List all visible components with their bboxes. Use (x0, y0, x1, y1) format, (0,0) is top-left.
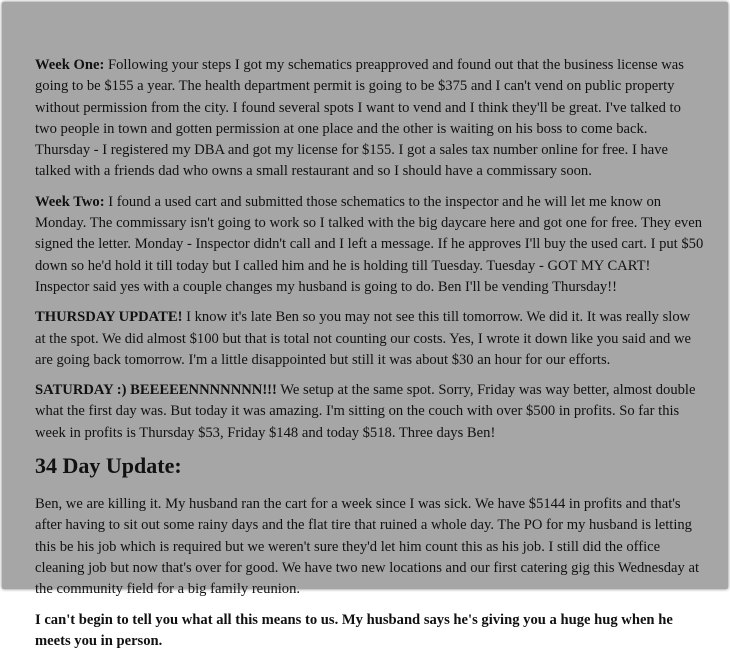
thursday-update-text: I know it's late Ben so you may not see this till tomorrow. We did it. It was really slow at the spot. We did almost $100 but that is total not counting our costs. Yes, I wrote it down like you said and we are going back tomorrow. I'm a little disappointed but still it was about $30 an hour for our efforts. (35, 309, 692, 368)
week-one-label: Week One: (35, 57, 105, 73)
week-one-paragraph (35, 55, 704, 183)
week-one-text: Following your steps I got my schematics preapproved and found out that the business license was going to be $155 a year. The health department permit is going to be $375 and I can't vend on public property without permission from the city. I found several spots I want to vend and I think they'll be great. I've talked to two people in town and gotten permission at one place and the other is waiting on his boss to come back. Thursday - I registered my DBA and got my license for $155. I got a sales tax number online for free. I have talked with a friends dad who owns a small restaurant and so I should have a commissary soon. (35, 57, 684, 180)
saturday-update-text: We setup at the same spot. Sorry, Friday was way better, almost double what the first day was. But today it was amazing. I'm sitting on the couch with over $500 in profits. So far this week in profits is Thursday $53, Friday $148 and today $518. Three days Ben! (35, 382, 696, 441)
week-two-label: Week Two: (35, 193, 105, 210)
saturday-update-label: SATURDAY :) BEEEEENNNNNNN!!! (35, 382, 277, 399)
week-two-paragraph (35, 192, 704, 298)
closing-paragraph: I can't begin to tell you what all this means to us. My husband says he's giving you a huge hug when he meets you in person. (35, 611, 673, 649)
testimonial-panel (2, 2, 728, 649)
day-34-paragraph: Ben, we are killing it. My husband ran the cart for a week since I was sick. We have $5144 in profits and that's after having to sit out some rainy days and the flat tire that ruined a whole day. The PO for my husband is letting this be his job which is required but we weren't sure they'd let him count this as his job. I still did the office cleaning job but now that's over for good. We have two new locations and our first catering gig this Wednesday at the community field for a big family reunion. (35, 496, 700, 598)
week-two-text: I found a used cart and submitted those schematics to the inspector and he will let me know on Monday. The commissary isn't going to work so I talked with the big daycare here and got one for free. They even signed the letter. Monday - Inspector didn't call and I left a message. If he approves I'll buy the used cart. I put $50 down so he'd hold it till today but I called him and he is holding till Tuesday. Tuesday - GOT MY CART! Inspector said yes with a couple changes my husband is going to do. Ben I'll be vending Thursday!! (35, 193, 704, 295)
saturday-update-paragraph (35, 380, 704, 444)
thursday-update-label: THURSDAY UPDATE! (35, 309, 183, 326)
thursday-update-paragraph (35, 307, 704, 371)
day-34-heading: 34 Day Update: (35, 453, 182, 479)
